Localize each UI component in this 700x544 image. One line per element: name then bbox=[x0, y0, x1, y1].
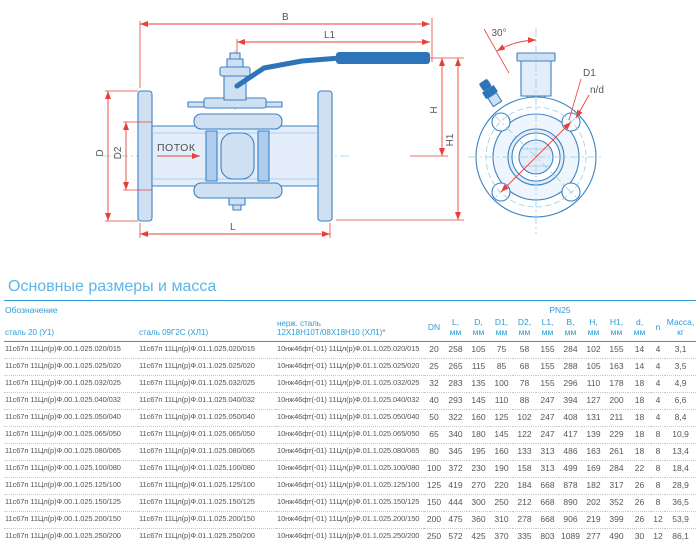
value-cell: 110 bbox=[490, 392, 513, 409]
table-row bbox=[4, 358, 696, 375]
value-cell: 417 bbox=[559, 426, 582, 443]
value-cell: 6,6 bbox=[665, 392, 696, 409]
designation-cell: 11с67п 11Цл(р)Ф.01.1.025.065/050 bbox=[138, 426, 276, 443]
designation-group-header: Обозначение bbox=[4, 301, 424, 318]
dim-column-header: D1, мм bbox=[490, 317, 513, 341]
value-cell: 110 bbox=[582, 375, 605, 392]
value-cell: 4 bbox=[651, 409, 665, 426]
value-cell: 288 bbox=[559, 358, 582, 375]
designation-cell: 11с67п 11Цл(р)Ф.01.1.025.025/020 bbox=[138, 358, 276, 375]
table-title: Основные размеры и масса bbox=[8, 278, 217, 295]
value-cell: 190 bbox=[490, 460, 513, 477]
value-cell: 8 bbox=[651, 460, 665, 477]
value-cell: 13,4 bbox=[665, 443, 696, 460]
value-cell: 572 bbox=[444, 528, 467, 544]
front-view bbox=[468, 28, 604, 234]
value-cell: 265 bbox=[444, 358, 467, 375]
value-cell: 200 bbox=[605, 392, 628, 409]
designation-cell: 11с67п 11Цл(р)Ф.00.1.025.040/032 bbox=[4, 392, 138, 409]
value-cell: 322 bbox=[444, 409, 467, 426]
value-cell: 340 bbox=[444, 426, 467, 443]
value-cell: 313 bbox=[536, 443, 559, 460]
value-cell: 100 bbox=[424, 460, 444, 477]
value-cell: 22 bbox=[628, 460, 651, 477]
value-cell: 75 bbox=[496, 343, 507, 354]
designation-cell: 11с67п 11Цл(р)Ф.00.1.025.125/100 bbox=[4, 477, 138, 494]
dim-column-header: L1, мм bbox=[536, 317, 559, 341]
column-header-line: 12Х18Н10Т/08Х18Н10 (ХЛ1)* bbox=[277, 328, 386, 338]
body-top-cap bbox=[194, 114, 282, 129]
dim-label-nd: n/d bbox=[590, 85, 604, 96]
table-row bbox=[4, 409, 696, 426]
designation-cell: 11с67п 11Цл(р)Ф.01.1.025.020/015 bbox=[139, 344, 255, 354]
value-cell: 195 bbox=[467, 443, 490, 460]
value-cell: 158 bbox=[513, 460, 536, 477]
value-cell: 486 bbox=[559, 443, 582, 460]
value-cell: 668 bbox=[536, 511, 559, 528]
value-cell: 50 bbox=[424, 409, 444, 426]
value-cell: 18 bbox=[628, 443, 651, 460]
drain-valve bbox=[477, 77, 503, 107]
dim-label-d2: D2 bbox=[113, 146, 124, 160]
value-cell: 310 bbox=[490, 511, 513, 528]
value-cell: 14 bbox=[634, 343, 645, 354]
value-cell: 184 bbox=[513, 477, 536, 494]
value-cell: 155 bbox=[536, 375, 559, 392]
value-cell: 178 bbox=[605, 375, 628, 392]
designation-cell: 11с67п 11Цл(р)Ф.00.1.025.150/125 bbox=[4, 494, 138, 511]
designation-cell: 10нж46фт(-01) 11Цл(р)Ф.01.1.025.032/025 bbox=[276, 375, 424, 392]
value-cell: 180 bbox=[467, 426, 490, 443]
value-cell: 18 bbox=[628, 409, 651, 426]
value-cell: 12 bbox=[651, 528, 665, 544]
value-cell: 250 bbox=[424, 528, 444, 544]
value-cell: 30 bbox=[628, 528, 651, 544]
designation-cell: 10нж46фт(-01) 11Цл(р)Ф.01.1.025.250/200 bbox=[276, 528, 424, 544]
value-cell: 345 bbox=[444, 443, 467, 460]
value-cell: 419 bbox=[444, 477, 467, 494]
value-cell: 8 bbox=[651, 477, 665, 494]
value-cell: 65 bbox=[424, 426, 444, 443]
value-cell: 58 bbox=[519, 343, 530, 354]
valve-drawing bbox=[0, 0, 700, 268]
value-cell: 300 bbox=[467, 494, 490, 511]
designation-cell: 11с67п 11Цл(р)Ф.00.1.025.100/080 bbox=[4, 460, 138, 477]
value-cell: 4 bbox=[655, 343, 661, 354]
value-cell: 408 bbox=[559, 409, 582, 426]
value-cell: 25 bbox=[424, 358, 444, 375]
value-cell: 444 bbox=[444, 494, 467, 511]
value-cell: 4 bbox=[651, 375, 665, 392]
value-cell: 4 bbox=[651, 392, 665, 409]
value-cell: 4,9 bbox=[665, 375, 696, 392]
value-cell: 425 bbox=[467, 528, 490, 544]
handle-lever bbox=[237, 58, 340, 86]
value-cell: 150 bbox=[424, 494, 444, 511]
value-cell: 313 bbox=[536, 460, 559, 477]
value-cell: 247 bbox=[536, 409, 559, 426]
value-cell: 88 bbox=[513, 392, 536, 409]
table-row bbox=[4, 426, 696, 443]
designation-cell: 10нж46фт(-01) 11Цл(р)Ф.01.1.025.125/100 bbox=[276, 477, 424, 494]
value-cell: 155 bbox=[536, 358, 559, 375]
value-cell: 399 bbox=[605, 511, 628, 528]
value-cell: 3,5 bbox=[665, 358, 696, 375]
value-cell: 14 bbox=[628, 358, 651, 375]
value-cell: 261 bbox=[605, 443, 628, 460]
value-cell: 499 bbox=[559, 460, 582, 477]
value-cell: 135 bbox=[467, 375, 490, 392]
value-cell: 284 bbox=[605, 460, 628, 477]
value-cell: 258 bbox=[448, 343, 463, 354]
designation-cell: 11с67п 11Цл(р)Ф.01.1.025.125/100 bbox=[138, 477, 276, 494]
value-cell: 100 bbox=[490, 375, 513, 392]
dim-label-d: D bbox=[95, 149, 106, 157]
designation-cell: 10нж46фт(-01) 11Цл(р)Ф.01.1.025.020/015 bbox=[277, 344, 420, 354]
stem-upper bbox=[227, 59, 243, 67]
bottom-plug bbox=[233, 205, 241, 210]
value-cell: 230 bbox=[467, 460, 490, 477]
leader-line-nd bbox=[576, 95, 589, 118]
dim-column-header: D, мм bbox=[467, 317, 490, 341]
value-cell: 212 bbox=[513, 494, 536, 511]
value-cell: 8 bbox=[651, 494, 665, 511]
value-cell: 200 bbox=[424, 511, 444, 528]
value-cell: 80 bbox=[424, 443, 444, 460]
value-cell: 4 bbox=[651, 358, 665, 375]
value-cell: 250 bbox=[490, 494, 513, 511]
value-cell: 155 bbox=[540, 343, 555, 354]
value-cell: 490 bbox=[605, 528, 628, 544]
value-cell: 317 bbox=[605, 477, 628, 494]
seat-ring-right bbox=[258, 131, 269, 181]
left-flange bbox=[138, 91, 152, 221]
value-cell: 8,4 bbox=[665, 409, 696, 426]
ball bbox=[221, 133, 254, 179]
value-cell: 131 bbox=[582, 409, 605, 426]
value-cell: 160 bbox=[490, 443, 513, 460]
table-row bbox=[4, 477, 696, 494]
designation-cell: 10нж46фт(-01) 11Цл(р)Ф.01.1.025.050/040 bbox=[276, 409, 424, 426]
column-header-line: нерж. сталь bbox=[277, 319, 321, 329]
value-cell: 125 bbox=[490, 409, 513, 426]
value-cell: 10,9 bbox=[665, 426, 696, 443]
value-cell: 133 bbox=[513, 443, 536, 460]
designation-cell: 11с67п 11Цл(р)Ф.00.1.025.032/025 bbox=[4, 375, 138, 392]
value-cell: 169 bbox=[582, 460, 605, 477]
side-view bbox=[95, 12, 464, 238]
value-cell: 220 bbox=[490, 477, 513, 494]
dim-column-header: d, мм bbox=[628, 317, 651, 341]
value-cell: 247 bbox=[536, 426, 559, 443]
stem-top bbox=[230, 53, 240, 59]
value-cell: 284 bbox=[563, 343, 578, 354]
designation-cell: 10нж46фт(-01) 11Цл(р)Ф.01.1.025.150/125 bbox=[276, 494, 424, 511]
designation-cell: 11с67п 11Цл(р)Ф.00.1.025.080/065 bbox=[4, 443, 138, 460]
column-header-line: сталь 20 (У1) bbox=[5, 328, 55, 338]
value-cell: 53,9 bbox=[665, 511, 696, 528]
designation-cell: 11с67п 11Цл(р)Ф.00.1.025.250/200 bbox=[4, 528, 138, 544]
table-row bbox=[4, 392, 696, 409]
value-cell: 40 bbox=[424, 392, 444, 409]
value-cell: 86,1 bbox=[665, 528, 696, 544]
value-cell: 372 bbox=[444, 460, 467, 477]
dim-column-header: H1, мм bbox=[605, 317, 628, 341]
angle-label: 30° bbox=[491, 28, 507, 39]
value-cell: 394 bbox=[559, 392, 582, 409]
value-cell: 26 bbox=[628, 494, 651, 511]
value-cell: 155 bbox=[609, 343, 624, 354]
designation-cell: 11с67п 11Цл(р)Ф.00.1.025.050/040 bbox=[4, 409, 138, 426]
seat-ring-left bbox=[206, 131, 217, 181]
dim-column-header: L, мм bbox=[444, 317, 467, 341]
designation-cell: 10нж46фт(-01) 11Цл(р)Ф.01.1.025.200/150 bbox=[276, 511, 424, 528]
value-cell: 102 bbox=[513, 409, 536, 426]
value-cell: 278 bbox=[513, 511, 536, 528]
value-cell: 163 bbox=[605, 358, 628, 375]
value-cell: 18 bbox=[628, 392, 651, 409]
value-cell: 26 bbox=[628, 511, 651, 528]
table-row bbox=[4, 494, 696, 511]
dim-label-b: B bbox=[282, 12, 289, 23]
value-cell: 160 bbox=[467, 409, 490, 426]
value-cell: 18 bbox=[628, 426, 651, 443]
flow-label: ПОТОК bbox=[157, 142, 196, 154]
value-cell: 122 bbox=[513, 426, 536, 443]
value-cell: 283 bbox=[444, 375, 467, 392]
body-bottom-cap bbox=[194, 183, 282, 198]
value-cell: 475 bbox=[444, 511, 467, 528]
dim-column-header: D2, мм bbox=[513, 317, 536, 341]
table-row bbox=[4, 528, 696, 544]
value-cell: 1089 bbox=[559, 528, 582, 544]
value-cell: 668 bbox=[536, 494, 559, 511]
value-cell: 335 bbox=[513, 528, 536, 544]
designation-cell: 11с67п 11Цл(р)Ф.01.1.025.150/125 bbox=[138, 494, 276, 511]
table-row bbox=[4, 341, 696, 358]
packing-nut bbox=[220, 67, 250, 76]
designation-cell: 10нж46фт(-01) 11Цл(р)Ф.01.1.025.100/080 bbox=[276, 460, 424, 477]
designation-cell: 10нж46фт(-01) 11Цл(р)Ф.01.1.025.065/050 bbox=[276, 426, 424, 443]
value-cell: 360 bbox=[467, 511, 490, 528]
designation-cell: 11с67п 11Цл(р)Ф.01.1.025.050/040 bbox=[138, 409, 276, 426]
designation-cell: 11с67п 11Цл(р)Ф.01.1.025.250/200 bbox=[138, 528, 276, 544]
value-cell: 3,1 bbox=[674, 343, 687, 354]
dim-column-header: H, мм bbox=[582, 317, 605, 341]
designation-cell: 10нж46фт(-01) 11Цл(р)Ф.01.1.025.080/065 bbox=[276, 443, 424, 460]
value-cell: 18,4 bbox=[665, 460, 696, 477]
table-row bbox=[4, 511, 696, 528]
dim-label-h1: H1 bbox=[445, 133, 456, 147]
value-cell: 668 bbox=[536, 477, 559, 494]
value-cell: 229 bbox=[605, 426, 628, 443]
value-cell: 352 bbox=[605, 494, 628, 511]
value-cell: 906 bbox=[559, 511, 582, 528]
column-header-line: сталь 09Г2С (ХЛ1) bbox=[139, 328, 209, 338]
value-cell: 36,5 bbox=[665, 494, 696, 511]
value-cell: 115 bbox=[467, 358, 490, 375]
value-cell: 20 bbox=[429, 343, 439, 354]
value-cell: 85 bbox=[490, 358, 513, 375]
dim-label-l1: L1 bbox=[324, 30, 336, 41]
column-header-steel20 bbox=[4, 317, 138, 341]
dim-label-l: L bbox=[230, 222, 236, 233]
value-cell: 277 bbox=[582, 528, 605, 544]
designation-cell: 10нж46фт(-01) 11Цл(р)Ф.01.1.025.025/020 bbox=[276, 358, 424, 375]
value-cell: 293 bbox=[444, 392, 467, 409]
value-cell: 139 bbox=[582, 426, 605, 443]
value-cell: 102 bbox=[586, 343, 601, 354]
value-cell: 28,9 bbox=[665, 477, 696, 494]
dim-label-h: H bbox=[429, 106, 440, 114]
table-row bbox=[4, 443, 696, 460]
designation-cell: 10нж46фт(-01) 11Цл(р)Ф.01.1.025.040/032 bbox=[276, 392, 424, 409]
dimensions-table bbox=[4, 300, 696, 544]
value-cell: 296 bbox=[559, 375, 582, 392]
designation-cell: 11с67п 11Цл(р)Ф.01.1.025.032/025 bbox=[138, 375, 276, 392]
value-cell: 163 bbox=[582, 443, 605, 460]
value-cell: 127 bbox=[582, 392, 605, 409]
angle-arc bbox=[497, 40, 536, 51]
value-cell: 12 bbox=[651, 511, 665, 528]
table-row bbox=[4, 460, 696, 477]
value-cell: 32 bbox=[424, 375, 444, 392]
designation-cell: 11с67п 11Цл(р)Ф.00.1.025.065/050 bbox=[4, 426, 138, 443]
value-cell: 8 bbox=[651, 443, 665, 460]
designation-cell: 11с67п 11Цл(р)Ф.01.1.025.200/150 bbox=[138, 511, 276, 528]
right-flange bbox=[318, 91, 332, 221]
column-header-steel09g2s bbox=[138, 317, 276, 341]
value-cell: 370 bbox=[490, 528, 513, 544]
value-cell: 145 bbox=[467, 392, 490, 409]
designation-cell: 11с67п 11Цл(р)Ф.01.1.025.040/032 bbox=[138, 392, 276, 409]
value-cell: 105 bbox=[471, 343, 486, 354]
value-cell: 890 bbox=[559, 494, 582, 511]
value-cell: 202 bbox=[582, 494, 605, 511]
designation-cell: 11с67п 11Цл(р)Ф.00.1.025.025/020 bbox=[4, 358, 138, 375]
value-cell: 211 bbox=[605, 409, 628, 426]
value-cell: 145 bbox=[490, 426, 513, 443]
value-cell: 105 bbox=[582, 358, 605, 375]
dim-column-header: Масса, кг bbox=[665, 317, 696, 341]
value-cell: 182 bbox=[582, 477, 605, 494]
column-header-stainless bbox=[276, 317, 424, 341]
value-cell: 803 bbox=[536, 528, 559, 544]
value-cell: 8 bbox=[651, 426, 665, 443]
value-cell: 26 bbox=[628, 477, 651, 494]
designation-cell: 11с67п 11Цл(р)Ф.01.1.025.080/065 bbox=[138, 443, 276, 460]
value-cell: 68 bbox=[513, 358, 536, 375]
pressure-group-header: PN25 bbox=[424, 301, 696, 318]
designation-cell: 11с67п 11Цл(р)Ф.01.1.025.100/080 bbox=[138, 460, 276, 477]
dim-column-header: B, мм bbox=[559, 317, 582, 341]
dim-column-header: DN bbox=[424, 317, 444, 341]
value-cell: 18 bbox=[628, 375, 651, 392]
dim-column-header: n bbox=[651, 317, 665, 341]
value-cell: 878 bbox=[559, 477, 582, 494]
designation-cell: 11с67п 11Цл(р)Ф.00.1.025.200/150 bbox=[4, 511, 138, 528]
value-cell: 125 bbox=[424, 477, 444, 494]
value-cell: 78 bbox=[513, 375, 536, 392]
dim-label-d1: D1 bbox=[583, 68, 596, 79]
bottom-boss bbox=[229, 198, 245, 205]
value-cell: 247 bbox=[536, 392, 559, 409]
handle-grip bbox=[336, 52, 430, 64]
designation-cell: 11с67п 11Цл(р)Ф.00.1.025.020/015 bbox=[5, 344, 121, 354]
value-cell: 219 bbox=[582, 511, 605, 528]
value-cell: 270 bbox=[467, 477, 490, 494]
table-row bbox=[4, 375, 696, 392]
